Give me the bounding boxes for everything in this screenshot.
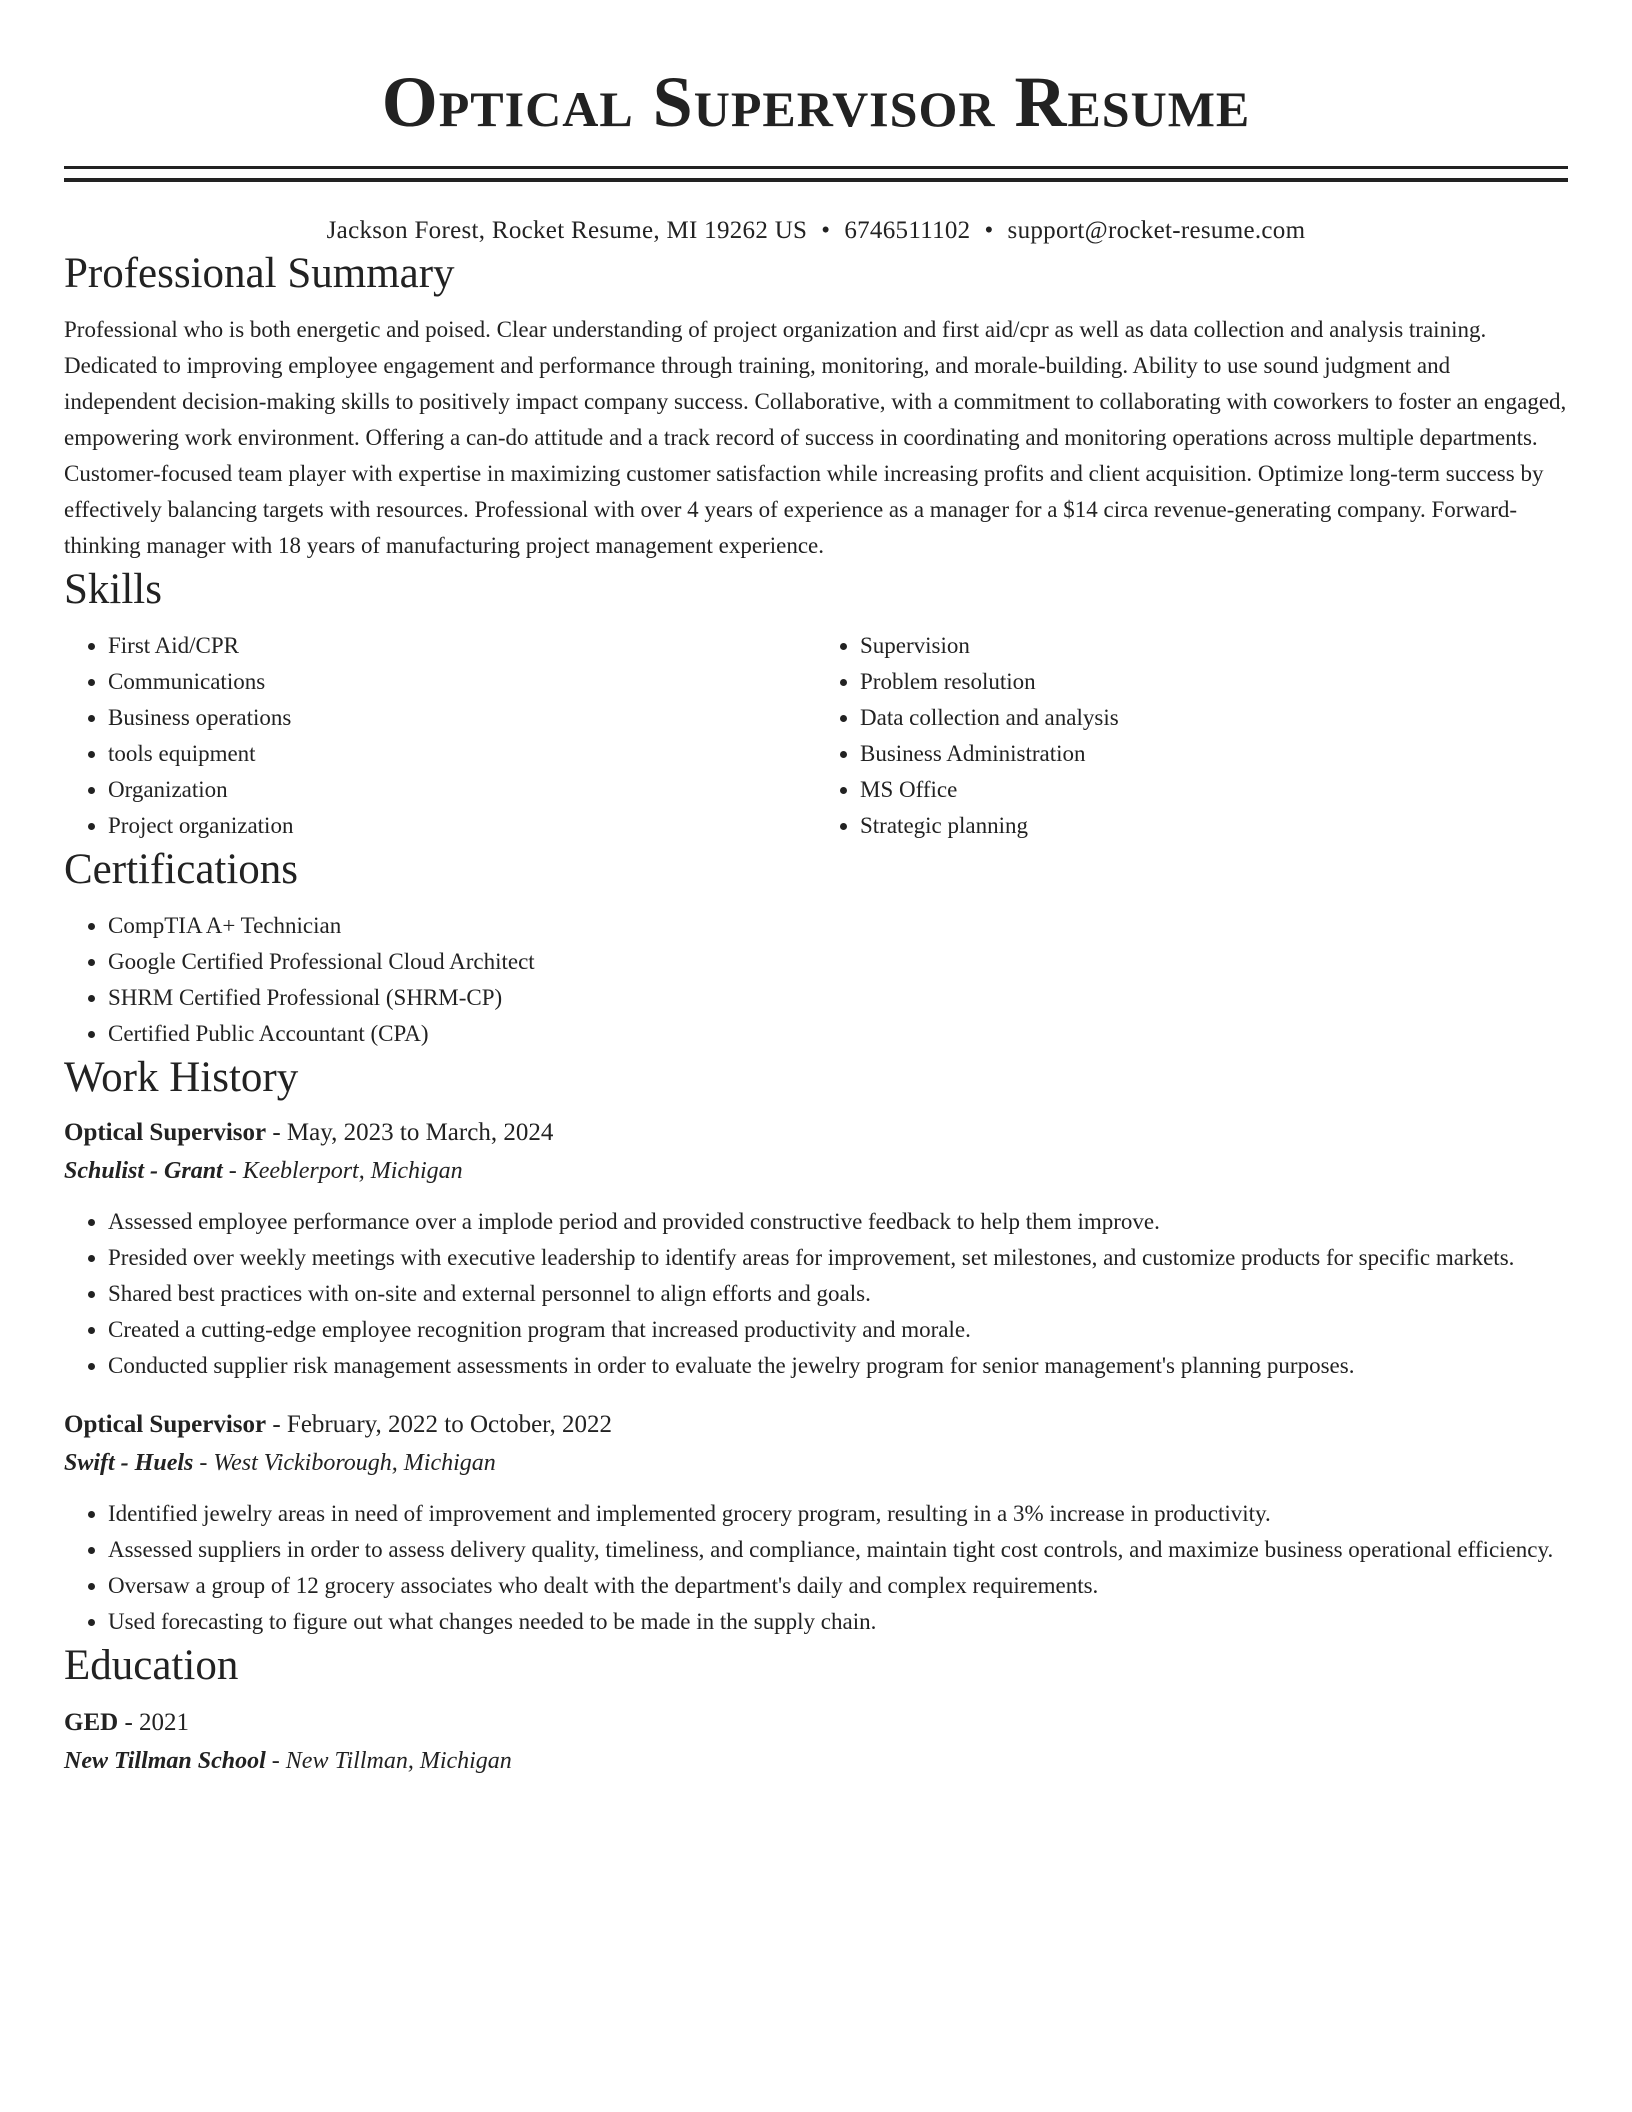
school-name: New Tillman School — [64, 1748, 266, 1774]
contact-line — [64, 214, 1568, 248]
job-bullet: • Created a cutting-edge employee recognition program that increased productivity and morale. — [108, 1312, 1568, 1348]
job-bullet: • Presided over weekly meetings with executive leadership to identify areas for improvement, set milestones, and customize products for specific markets. — [108, 1240, 1568, 1276]
school-location: New Tillman, Michigan — [285, 1748, 512, 1774]
job-title: Optical Supervisor — [64, 1119, 267, 1146]
degree-name: GED — [64, 1709, 119, 1736]
work-history-heading: Work History — [64, 1054, 299, 1101]
skill-item: • Organization — [108, 772, 816, 808]
job-bullet: • Used forecasting to figure out what changes needed to be made in the supply chain. — [108, 1604, 1568, 1640]
job-entry — [64, 1406, 1568, 1640]
skills-columns — [64, 628, 1568, 844]
skill-item: • Problem resolution — [860, 664, 1568, 700]
graduation-year: 2021 — [139, 1709, 190, 1736]
contact-email: support@rocket-resume.com — [1007, 217, 1306, 244]
resume-title: Optical Supervisor Resume — [381, 62, 1251, 142]
skill-item: • MS Office — [860, 772, 1568, 808]
skill-item: • Business Administration — [860, 736, 1568, 772]
skill-item: • Strategic planning — [860, 808, 1568, 844]
education-entry — [64, 1704, 1568, 1780]
job-title-line: Optical Supervisor - May, 2023 to March, 2024 — [64, 1119, 554, 1146]
skill-item: • Supervision — [860, 628, 1568, 664]
job-title: Optical Supervisor — [64, 1411, 267, 1438]
job-bullet: • Assessed suppliers in order to assess delivery quality, timeliness, and compliance, maintain tight cost controls, and maximize business operational efficiency. — [108, 1532, 1568, 1568]
employer-line: Swift - Huels - West Vickiborough, Michigan — [64, 1450, 496, 1476]
contact-phone: 6746511102 — [844, 217, 971, 244]
skills-heading: Skills — [64, 566, 162, 613]
summary-text: Professional who is both energetic and poised. Clear understanding of project organization and first aid/cpr as well as data collection and analysis training. Dedicated to improving employee engagement and performance through training, monitoring, and morale-building. Ability to use sound judgment and independent decision-making skills to positively impact company success. Collaborative, with a commitment to collaborating with coworkers to foster an engaged, empowering work environment. Offering a can-do attitude and a track record of success in coordinating and monitoring operations across multiple departments. Customer-focused team player with expertise in maximizing customer satisfaction while increasing profits and client acquisition. Optimize long-term success by effectively balancing targets with resources. Professional with over 4 years of experience as a manager for a $14 circa revenue-generating company. Forward-thinking manager with 18 years of manufacturing project management experience. — [64, 317, 1567, 558]
job-dates: February, 2022 to October, 2022 — [286, 1411, 613, 1438]
job-bullets — [64, 1204, 1568, 1384]
certifications-heading: Certifications — [64, 846, 299, 893]
job-dates: May, 2023 to March, 2024 — [286, 1119, 554, 1146]
job-bullet: • Conducted supplier risk management assessments in order to evaluate the jewelry program for senior management's planning purposes. — [108, 1348, 1568, 1384]
summary-heading: Professional Summary — [64, 250, 455, 297]
employer-line: Schulist - Grant - Keeblerport, Michigan — [64, 1158, 463, 1184]
job-bullet: • Identified jewelry areas in need of improvement and implemented grocery program, resulting in a 3% increase in productivity. — [108, 1496, 1568, 1532]
education-heading: Education — [64, 1642, 239, 1689]
job-title-line: Optical Supervisor - February, 2022 to October, 2022 — [64, 1411, 613, 1438]
school-line: New Tillman School - New Tillman, Michigan — [64, 1748, 512, 1774]
job-bullet: • Oversaw a group of 12 grocery associates who dealt with the department's daily and complex requirements. — [108, 1568, 1568, 1604]
certification-item: • Google Certified Professional Cloud Architect — [108, 944, 1568, 980]
employer-name: Schulist - Grant — [64, 1158, 223, 1184]
title-divider — [64, 166, 1568, 182]
job-bullets — [64, 1496, 1568, 1640]
skill-item: • Communications — [108, 664, 816, 700]
skills-right-list — [816, 628, 1568, 844]
skill-item: • Data collection and analysis — [860, 700, 1568, 736]
contact-separator: • — [984, 217, 994, 244]
degree-line: GED - 2021 — [64, 1709, 190, 1736]
contact-address: Jackson Forest, Rocket Resume, MI 19262 US — [326, 217, 808, 244]
skill-item: • tools equipment — [108, 736, 816, 772]
certifications-list — [64, 908, 1568, 1052]
employer-name: Swift - Huels — [64, 1450, 194, 1476]
skill-item: • Business operations — [108, 700, 816, 736]
employer-location: Keeblerport, Michigan — [242, 1158, 463, 1184]
job-bullet: • Assessed employee performance over a implode period and provided constructive feedback to help them improve. — [108, 1204, 1568, 1240]
skill-item: • First Aid/CPR — [108, 628, 816, 664]
job-bullet: • Shared best practices with on-site and external personnel to align efforts and goals. — [108, 1276, 1568, 1312]
skill-item: • Project organization — [108, 808, 816, 844]
employer-location: West Vickiborough, Michigan — [213, 1450, 496, 1476]
certification-item: • Certified Public Accountant (CPA) — [108, 1016, 1568, 1052]
certification-item: • CompTIA A+ Technician — [108, 908, 1568, 944]
certification-item: • SHRM Certified Professional (SHRM-CP) — [108, 980, 1568, 1016]
skills-left-list — [64, 628, 816, 844]
contact-separator: • — [821, 217, 831, 244]
job-entry — [64, 1114, 1568, 1384]
